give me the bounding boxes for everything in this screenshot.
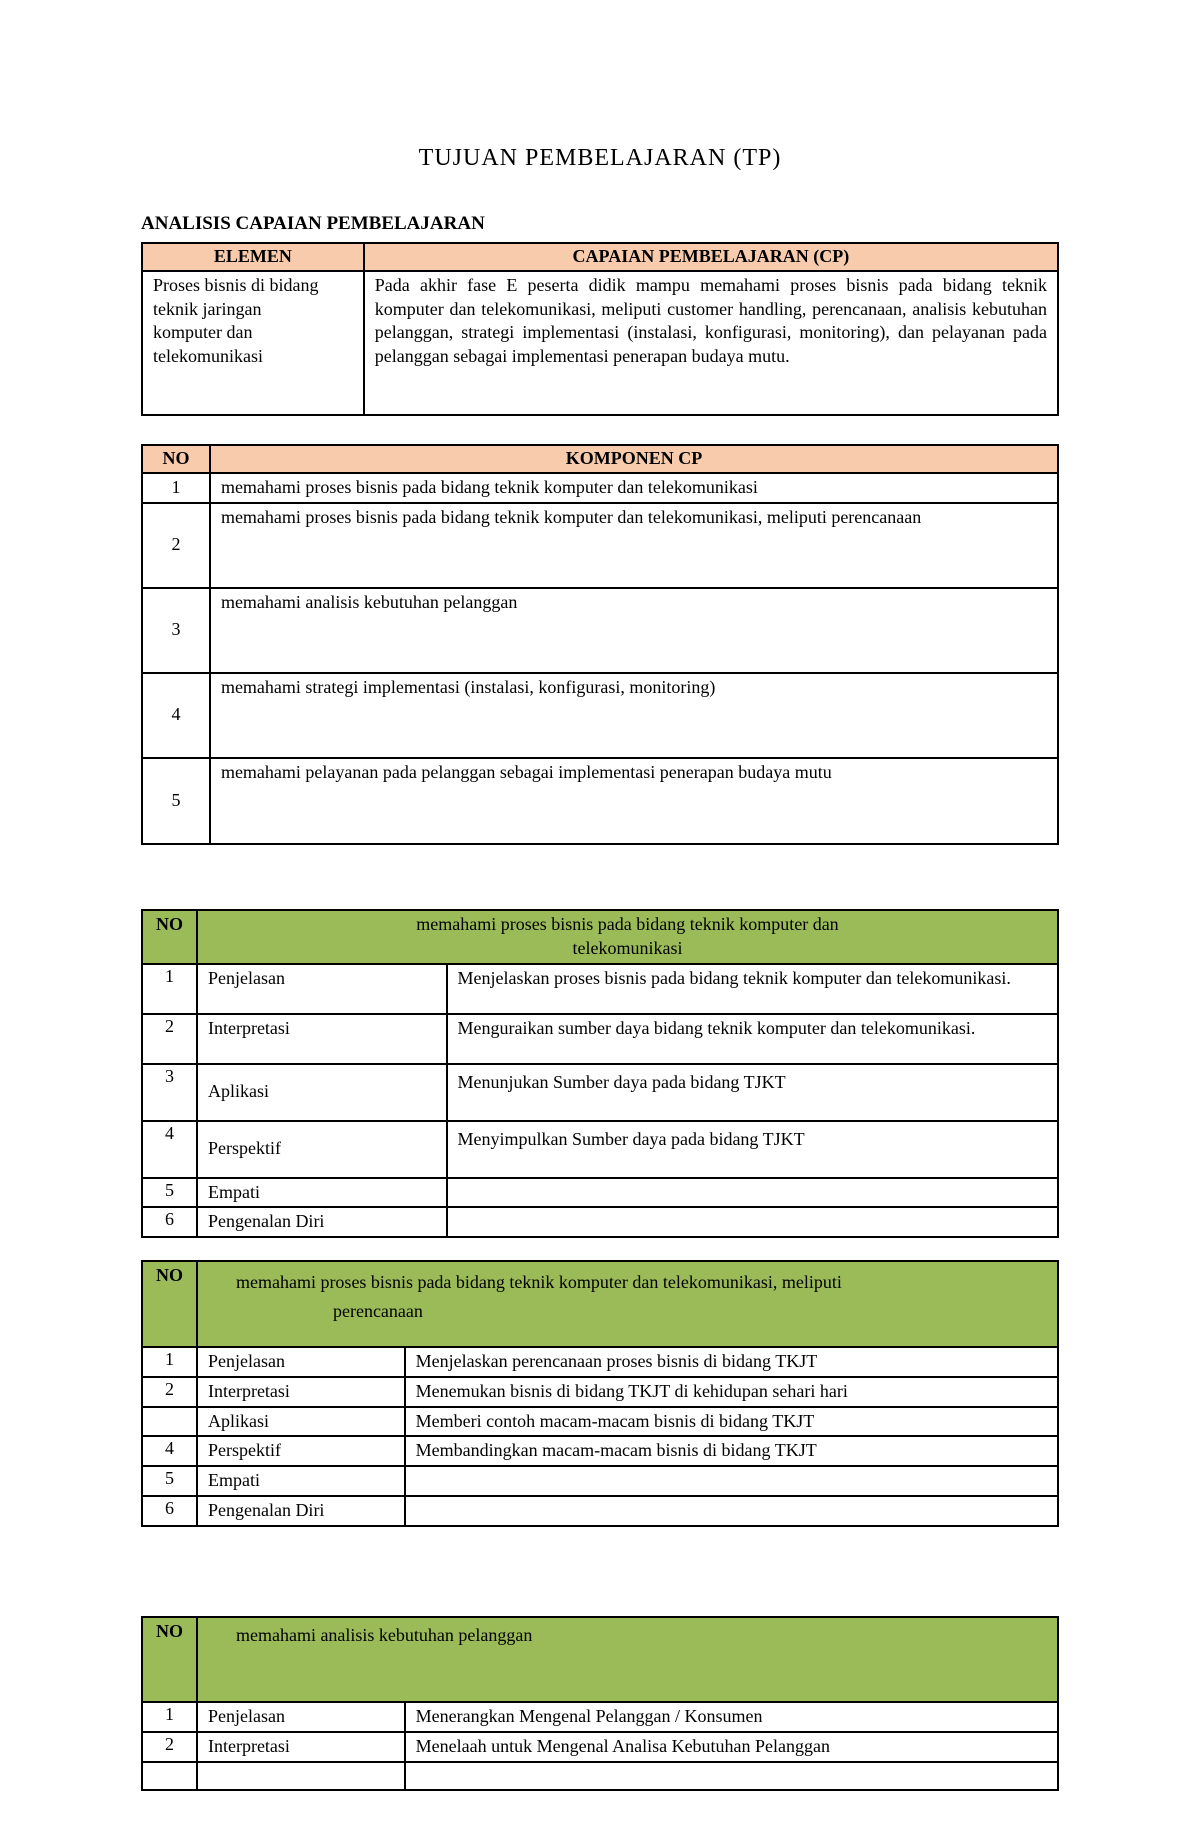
aspect-cell: Pengenalan Diri [197,1496,405,1526]
row-number: 4 [142,1436,197,1466]
row-number: 6 [142,1496,197,1526]
header-komponen: KOMPONEN CP [210,445,1058,473]
header-title [197,910,1058,964]
description-cell [405,1466,1058,1496]
header-title-line-2: perencanaan [332,1300,423,1321]
table-row [142,1702,1058,1732]
aspect-cell: Penjelasan [197,964,447,1014]
capaian-pembelajaran-table [141,242,1059,416]
tp-table-proses-bisnis [141,909,1059,1238]
table-header-row [142,1261,1058,1347]
header-title-text: memahami proses bisnis pada bidang teknik komputer dan telekomunikasi [416,914,839,958]
row-number [142,1407,197,1437]
table-row [142,503,1058,588]
table-row [142,964,1058,1014]
row-number: 3 [142,588,210,673]
table-row [142,1496,1058,1526]
table-row [142,1732,1058,1762]
row-number: 1 [142,1347,197,1377]
header-title [197,1617,1058,1702]
table-row [142,1407,1058,1437]
row-number [142,1762,197,1790]
komponen-text: memahami proses bisnis pada bidang teknik komputer dan telekomunikasi, meliputi perencanaan [210,503,1058,588]
row-number: 1 [142,964,197,1014]
header-title [197,1261,1058,1347]
row-number: 5 [142,1466,197,1496]
table-header-row [142,445,1058,473]
header-no: NO [142,1261,197,1347]
row-number: 2 [142,1377,197,1407]
element-cell: Proses bisnis di bidang teknik jaringan komputer dan telekomunikasi [142,271,364,415]
table-row [142,1466,1058,1496]
aspect-cell: Penjelasan [197,1347,405,1377]
description-cell: Menelaah untuk Mengenal Analisa Kebutuhan Pelanggan [405,1732,1058,1762]
table-row [142,1207,1058,1237]
aspect-cell: Empati [197,1178,447,1208]
table-row [142,588,1058,673]
cp-cell: Pada akhir fase E peserta didik mampu memahami proses bisnis pada bidang teknik komputer dan telekomunikasi, meliputi customer handling, perencanaan, analisis kebutuhan pelanggan, strategi implementasi (instalasi, konfigurasi, monitoring), dan pelayanan pada pelanggan sebagai implementasi penerapan budaya mutu. [364,271,1058,415]
description-cell [405,1496,1058,1526]
aspect-cell: Penjelasan [197,1702,405,1732]
table-header-row [142,910,1058,964]
aspect-cell: Aplikasi [197,1407,405,1437]
row-number: 5 [142,1178,197,1208]
table-row [142,1121,1058,1178]
table-row [142,1377,1058,1407]
description-cell: Menyimpulkan Sumber daya pada bidang TJKT [447,1121,1059,1178]
table-row [142,758,1058,844]
table-row [142,271,1058,415]
table-row [142,1064,1058,1121]
row-number: 4 [142,1121,197,1178]
table-row [142,1436,1058,1466]
row-number: 3 [142,1064,197,1121]
aspect-cell [197,1762,405,1790]
table-header-row [142,243,1058,271]
description-cell [447,1178,1059,1208]
komponen-text: memahami analisis kebutuhan pelanggan [210,588,1058,673]
aspect-cell: Aplikasi [197,1064,447,1121]
header-no: NO [142,445,210,473]
header-title-text: memahami analisis kebutuhan pelanggan [235,1625,533,1645]
komponen-cp-table [141,444,1059,845]
description-cell: Menunjukan Sumber daya pada bidang TJKT [447,1064,1059,1121]
tp-table-analisis-kebutuhan [141,1616,1059,1791]
header-no: NO [142,910,197,964]
aspect-cell: Perspektif [197,1121,447,1178]
section-title: ANALISIS CAPAIAN PEMBELAJARAN [141,213,485,234]
aspect-cell: Perspektif [197,1436,405,1466]
table-row [142,673,1058,758]
aspect-cell: Interpretasi [197,1377,405,1407]
komponen-text: memahami strategi implementasi (instalasi, konfigurasi, monitoring) [210,673,1058,758]
header-no: NO [142,1617,197,1702]
komponen-text: memahami pelayanan pada pelanggan sebagai implementasi penerapan budaya mutu [210,758,1058,844]
row-number: 4 [142,673,210,758]
row-number: 1 [142,473,210,503]
description-cell: Menjelaskan proses bisnis pada bidang teknik komputer dan telekomunikasi. [447,964,1059,1014]
header-title-line-1: memahami proses bisnis pada bidang teknik komputer dan telekomunikasi, meliputi [235,1272,842,1292]
table-row [142,1014,1058,1064]
row-number: 2 [142,503,210,588]
description-cell: Menjelaskan perencanaan proses bisnis di bidang TKJT [405,1347,1058,1377]
tp-table-perencanaan [141,1260,1059,1527]
aspect-cell: Interpretasi [197,1014,447,1064]
description-cell [405,1762,1058,1790]
description-cell: Memberi contoh macam-macam bisnis di bidang TKJT [405,1407,1058,1437]
description-cell [447,1207,1059,1237]
aspect-cell: Pengenalan Diri [197,1207,447,1237]
row-number: 6 [142,1207,197,1237]
row-number: 2 [142,1732,197,1762]
table-row [142,473,1058,503]
row-number: 5 [142,758,210,844]
row-number: 1 [142,1702,197,1732]
row-number: 2 [142,1014,197,1064]
komponen-text: memahami proses bisnis pada bidang teknik komputer dan telekomunikasi [210,473,1058,503]
page-title: TUJUAN PEMBELAJARAN (TP) [418,145,782,171]
description-cell: Menguraikan sumber daya bidang teknik komputer dan telekomunikasi. [447,1014,1059,1064]
table-row [142,1762,1058,1790]
aspect-cell: Empati [197,1466,405,1496]
table-row [142,1347,1058,1377]
description-cell: Menerangkan Mengenal Pelanggan / Konsumen [405,1702,1058,1732]
table-header-row [142,1617,1058,1702]
description-cell: Membandingkan macam-macam bisnis di bidang TKJT [405,1436,1058,1466]
header-cp: CAPAIAN PEMBELAJARAN (CP) [364,243,1058,271]
description-cell: Menemukan bisnis di bidang TKJT di kehidupan sehari hari [405,1377,1058,1407]
table-row [142,1178,1058,1208]
aspect-cell: Interpretasi [197,1732,405,1762]
header-elemen: ELEMEN [142,243,364,271]
